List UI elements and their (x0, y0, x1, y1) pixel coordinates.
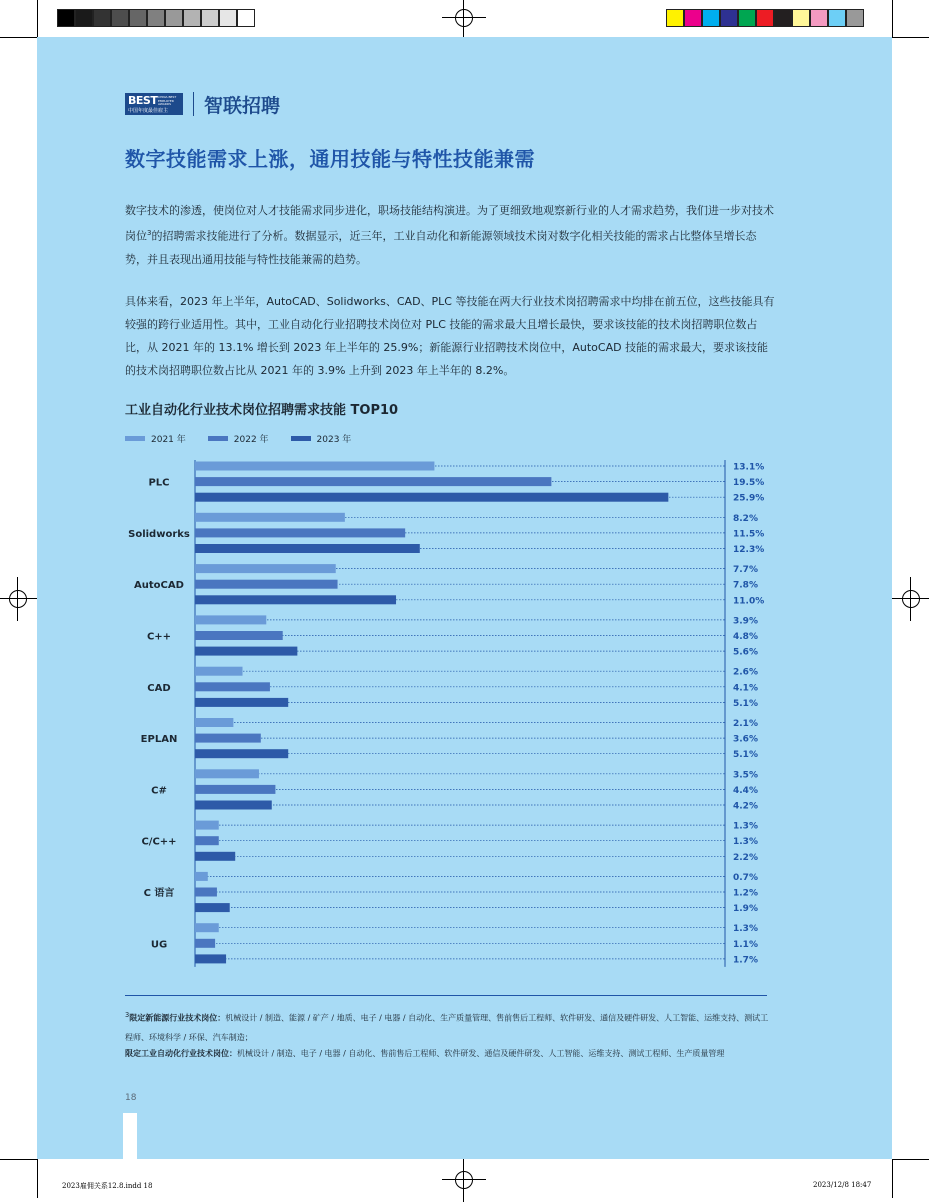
bar-C++-2021 年 (195, 615, 266, 624)
bar-C/C++-2023 年 (195, 852, 235, 861)
chart-title: 工业自动化行业技术岗位招聘需求技能 TOP10 (125, 403, 399, 418)
value-label: 4.8% (733, 632, 758, 642)
value-label: 2.6% (733, 667, 758, 678)
value-label: 4.2% (733, 801, 758, 812)
bar-C#-2023 年 (195, 801, 272, 810)
paragraph-1-text-a: 数字技术的渗透，使岗位对人才技能需求同步进化，职场技能结构演进。为了更细致地观察新行业的人才需求趋势，我们进一步对技术岗位 (125, 204, 774, 243)
value-label: 12.3% (733, 545, 765, 555)
best-logo-small-text: CHINA BEST EMPLOYER AWARDS (158, 95, 177, 106)
category-label: CAD (147, 682, 171, 694)
page-number: 18 (125, 1093, 137, 1103)
category-label: C++ (146, 631, 172, 643)
value-label: 19.5% (733, 478, 765, 489)
bar-C 语言-2023 年 (195, 903, 230, 912)
category-label: UG (150, 939, 168, 951)
bar-C 语言-2021 年 (195, 872, 208, 881)
footnote-number: 3 (125, 1011, 130, 1019)
best-logo-text: BEST (128, 94, 158, 107)
value-label: 8.2% (733, 513, 758, 524)
bar-Solidworks-2023 年 (195, 544, 420, 553)
legend-label-2021: 2021 年 (151, 435, 186, 445)
bar-AutoCAD-2021 年 (195, 564, 336, 573)
file-slug: 2023雇佣关系12.8.indd 18 (62, 1182, 153, 1190)
footnote-1-text: 机械设计 / 制造、能源 / 矿产 / 地质、电子 / 电器 / 自动化、生产质量管理、售前售后工程师、软件研发、通信及硬件研发、人工智能、运维支持、测试工程师、环境科学 / 环保、汽车制造； (125, 1013, 769, 1042)
bar-C#-2022 年 (195, 785, 275, 794)
footnote-2-text: 机械设计 / 制造、电子 / 电器 / 自动化、售前售后工程师、软件研发、通信及硬件研发、人工智能、运维支持、测试工程师、生产质量管理 (237, 1049, 725, 1058)
value-label: 1.7% (733, 955, 758, 966)
zhaopin-logo-text: 智联招聘 (204, 94, 281, 117)
value-label: 4.1% (733, 683, 758, 694)
bar-C/C++-2021 年 (195, 821, 219, 830)
bar-C++-2023 年 (195, 647, 297, 656)
value-label: 5.1% (733, 698, 758, 709)
value-label: 25.9% (733, 493, 765, 504)
value-label: 1.3% (733, 821, 758, 832)
bar-EPLAN-2022 年 (195, 734, 261, 743)
value-label: 1.3% (733, 924, 758, 935)
category-label: PLC (148, 477, 170, 489)
bar-AutoCAD-2023 年 (195, 595, 396, 604)
value-label: 0.7% (733, 872, 758, 883)
category-label: EPLAN (140, 734, 178, 746)
bar-C 语言-2022 年 (195, 888, 217, 897)
value-label: 4.4% (733, 785, 758, 796)
footnote-1 (125, 1006, 775, 1047)
value-label: 7.7% (733, 565, 758, 576)
bar-EPLAN-2023 年 (195, 749, 288, 758)
footnote-1-heading: 限定新能源行业技术岗位： (129, 1013, 226, 1023)
value-label: 3.6% (733, 734, 758, 745)
value-label: 5.1% (733, 750, 758, 761)
footnote-ref: 3 (147, 229, 152, 237)
bar-Solidworks-2021 年 (195, 513, 345, 522)
footnote-divider (125, 995, 767, 996)
bar-CAD-2021 年 (195, 667, 243, 676)
value-label: 11.0% (733, 596, 765, 607)
bar-UG-2021 年 (195, 923, 219, 932)
best-logo-sub-text: 中国年度最佳雇主 (128, 108, 169, 114)
date-slug: 2023/12/8 18:47 (813, 1181, 872, 1189)
value-label: 1.9% (733, 904, 758, 915)
value-label: 13.1% (733, 462, 765, 473)
bar-CAD-2023 年 (195, 698, 288, 707)
legend-label-2022: 2022 年 (233, 435, 269, 445)
category-label: C# (151, 785, 167, 797)
bar-C#-2021 年 (195, 769, 259, 778)
bar-PLC-2022 年 (195, 477, 551, 486)
footnote-2-heading: 限定工业自动化行业技术岗位： (125, 1049, 237, 1058)
footnote-2 (125, 1044, 775, 1063)
bar-UG-2022 年 (195, 939, 215, 948)
value-label: 5.6% (733, 647, 758, 658)
value-label: 2.1% (733, 719, 758, 729)
value-label: 3.5% (733, 770, 758, 781)
page-headline: 数字技能需求上涨，通用技能与特性技能兼需 (125, 147, 535, 171)
bar-C/C++-2022 年 (195, 836, 219, 845)
value-label: 3.9% (733, 616, 758, 627)
value-label: 1.1% (733, 939, 758, 950)
bar-PLC-2023 年 (195, 493, 668, 502)
bar-PLC-2021 年 (195, 462, 434, 471)
bar-C++-2022 年 (195, 631, 283, 640)
value-label: 2.2% (733, 852, 758, 863)
category-label: C 语言 (143, 888, 175, 899)
category-label: AutoCAD (134, 580, 184, 592)
value-label: 11.5% (733, 529, 765, 540)
bar-CAD-2022 年 (195, 682, 270, 691)
category-label: Solidworks (128, 528, 190, 540)
category-label: C/C++ (141, 836, 177, 848)
value-label: 7.8% (733, 580, 758, 591)
value-label: 1.2% (733, 888, 758, 899)
bar-Solidworks-2022 年 (195, 528, 405, 537)
paragraph-1-text-b: 的招聘需求技能进行了分析。数据显示，近三年，工业自动化和新能源领域技术岗对数字化相关技能的需求占比整体呈增长态势，并且表现出通用技能与特性技能兼需的趋势。 (125, 229, 757, 266)
value-label: 1.3% (733, 837, 758, 848)
bar-EPLAN-2021 年 (195, 718, 233, 727)
body-paragraph-2: 具体来看，2023 年上半年，AutoCAD、Solidworks、CAD、PLC 等技能在两大行业技术岗招聘需求中均排在前五位，这些技能具有较强的跨行业适用性。其中，工业自动化行业招聘技术岗位对 PLC 技能的需求最大且增长最快，要求该技能的技术岗招聘职位数占比，从 2021 年的 13.1% 增长到 2023 年上半年的 25.9%；新能源行业招聘技术岗位中，AutoCAD 技能的需求最大，要求该技能的技术岗招聘职位数占比从 2021 年的 3.9% 上升到 2023 年上半年的 8.2%。 (125, 295, 775, 377)
bar-AutoCAD-2022 年 (195, 580, 338, 589)
legend-label-2023: 2023 年 (316, 435, 352, 445)
bar-UG-2023 年 (195, 954, 226, 963)
